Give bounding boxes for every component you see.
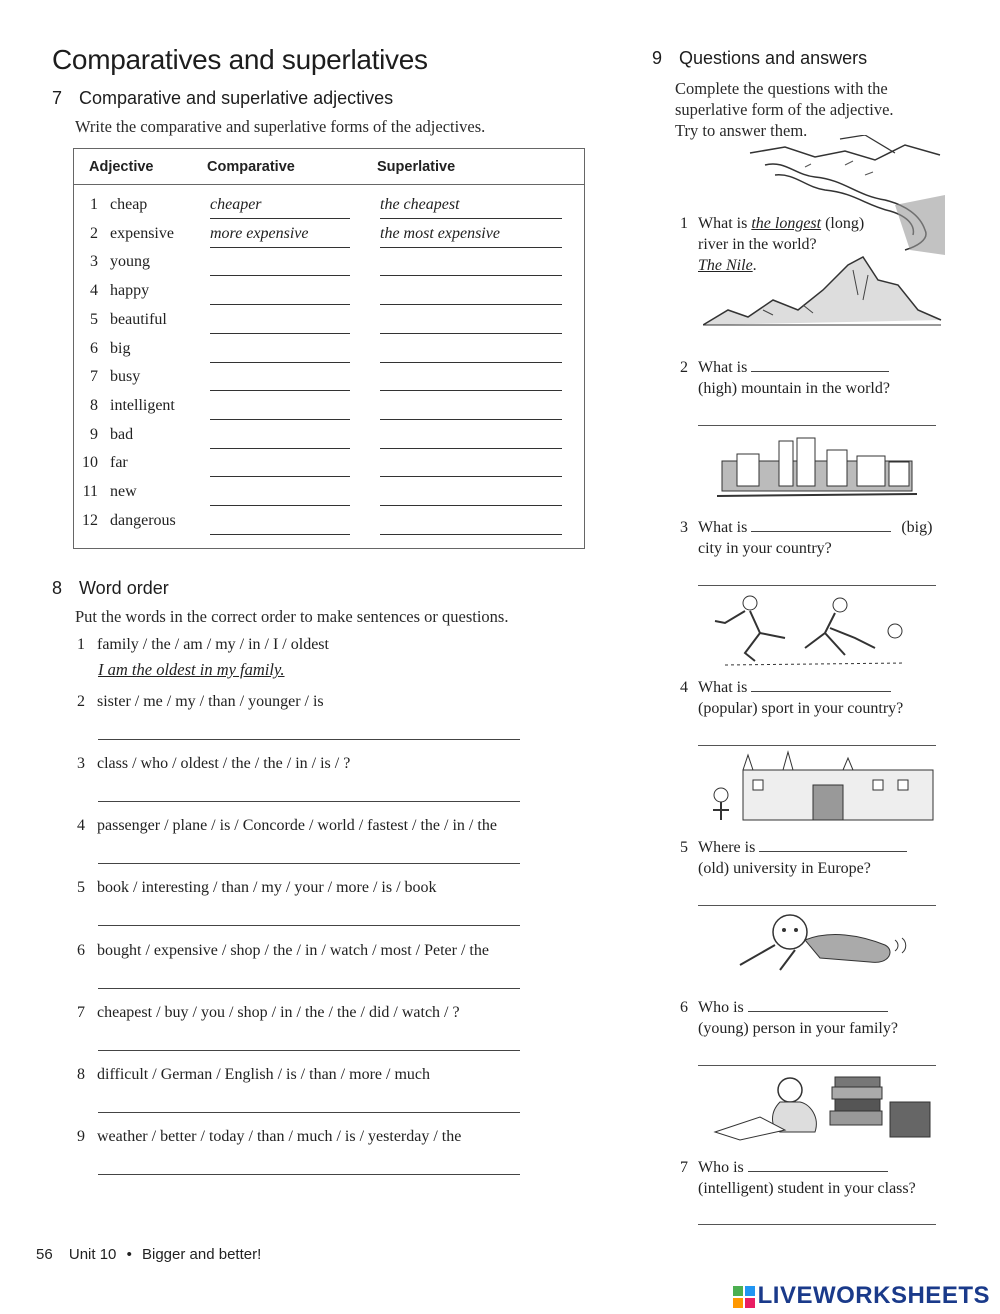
comparative-answer[interactable] — [210, 282, 350, 305]
answer-line[interactable] — [698, 745, 936, 746]
comparative-answer[interactable] — [210, 512, 350, 535]
table-row — [74, 512, 584, 540]
comparative-answer[interactable] — [210, 483, 350, 506]
answer-line[interactable] — [698, 1224, 936, 1225]
adjective-cell: cheap — [110, 196, 148, 213]
question-number: 5 — [680, 839, 688, 856]
adjective-cell: beautiful — [110, 310, 167, 328]
adjective-cell: expensive — [110, 224, 174, 242]
adjective-cell: intelligent — [110, 396, 175, 414]
page-number: 56 — [36, 1246, 53, 1263]
word-order-item — [77, 942, 489, 960]
unit-label: Unit 10 — [68, 1246, 117, 1263]
adjective-cell: young — [110, 253, 150, 271]
superlative-answer[interactable] — [380, 512, 562, 535]
header-comparative: Comparative — [207, 159, 295, 175]
section-9-instructions-line: Complete the questions with the — [675, 79, 888, 98]
item-number: 9 — [77, 1128, 85, 1145]
football-illustration — [705, 593, 920, 668]
row-number: 10 — [82, 454, 98, 472]
answer-text: The Nile — [698, 257, 753, 274]
word-order-item — [77, 636, 329, 654]
comparative-answer[interactable]: cheaper — [210, 196, 350, 219]
scrambled-words: class / who / oldest / the / the / in / is / ? — [97, 755, 351, 772]
row-number: 1 — [90, 196, 98, 213]
question-text-line2: (young) person in your family? — [698, 1020, 898, 1037]
section-8-title: Word order — [79, 578, 169, 598]
item-number: 2 — [77, 693, 85, 710]
row-number: 7 — [90, 368, 98, 386]
comparative-answer[interactable] — [210, 311, 350, 334]
scrambled-words: family / the / am / my / in / I / oldest — [97, 636, 329, 653]
word-order-item — [77, 879, 437, 897]
answer-blank[interactable] — [751, 356, 889, 372]
row-number: 6 — [90, 339, 98, 357]
word-order-item — [77, 817, 497, 835]
comparative-answer[interactable] — [210, 454, 350, 477]
superlative-answer[interactable]: the most expensive — [380, 225, 562, 248]
word-order-item — [77, 1128, 461, 1146]
question-number: 3 — [680, 519, 688, 536]
question-text-line2: (high) mountain in the world? — [698, 380, 890, 397]
question-1-example-fill: the longest — [751, 215, 822, 232]
item-number: 6 — [77, 942, 85, 959]
section-8-number: 8 — [52, 578, 63, 598]
adjective-table — [73, 148, 585, 549]
row-number: 11 — [82, 483, 98, 500]
section-9-instructions-line: superlative form of the adjective. — [675, 100, 894, 119]
answer-blank[interactable] — [748, 996, 888, 1012]
answer-period: . — [752, 257, 757, 274]
question-number: 2 — [680, 359, 688, 376]
university-illustration — [703, 750, 938, 825]
question-text: Who is — [698, 999, 744, 1016]
superlative-answer[interactable] — [380, 311, 562, 334]
question-number: 1 — [680, 215, 688, 232]
superlative-answer[interactable]: the cheapest — [380, 196, 562, 219]
superlative-answer[interactable] — [380, 340, 562, 363]
question-7 — [680, 1156, 916, 1199]
header-superlative: Superlative — [377, 159, 456, 175]
item-number: 1 — [77, 636, 85, 653]
item-number: 3 — [77, 755, 85, 772]
row-number: 12 — [82, 511, 98, 529]
section-9-number: 9 — [652, 48, 663, 68]
question-text: Where is — [698, 839, 756, 856]
word-order-item — [77, 1066, 430, 1084]
question-text-line2: (popular) sport in your country? — [698, 700, 904, 717]
row-number: 4 — [90, 282, 98, 300]
word-order-item — [77, 693, 324, 711]
word-order-item — [77, 755, 350, 773]
row-number: 5 — [90, 310, 98, 328]
table-row — [74, 196, 584, 224]
comparative-answer[interactable] — [210, 368, 350, 391]
table-row — [74, 397, 584, 425]
header-adjective: Adjective — [89, 159, 154, 175]
table-row — [74, 426, 584, 454]
superlative-answer[interactable] — [380, 426, 562, 449]
answer-line[interactable] — [98, 1050, 520, 1051]
comparative-answer[interactable] — [210, 253, 350, 276]
question-adjective: (long) — [825, 215, 865, 232]
adjective-cell: busy — [110, 368, 141, 386]
student-illustration — [710, 1072, 935, 1142]
question-text: What is — [698, 519, 748, 536]
city-illustration — [717, 436, 922, 501]
adjective-cell: new — [110, 483, 137, 500]
adjective-cell: dangerous — [110, 511, 176, 529]
question-text-line2: (old) university in Europe? — [698, 860, 871, 877]
table-row — [74, 454, 584, 482]
section-7-instructions: Write the comparative and superlative forms of the adjectives. — [75, 117, 486, 136]
table-row — [74, 311, 584, 339]
unit-title: Bigger and better! — [142, 1246, 262, 1263]
table-row — [74, 225, 584, 253]
liveworksheets-logo — [732, 1282, 990, 1310]
question-2 — [680, 356, 890, 399]
adjective-cell: bad — [110, 425, 134, 443]
baby-illustration — [720, 910, 910, 980]
example-answer: I am the oldest in my family. — [98, 660, 285, 679]
adjective-cell: happy — [110, 282, 150, 300]
word-order-item — [77, 1004, 460, 1022]
comparative-answer[interactable]: more expensive — [210, 225, 350, 248]
answer-line[interactable] — [98, 925, 520, 926]
scrambled-words: cheapest / buy / you / shop / in / the / the / did / watch / ? — [97, 1004, 460, 1021]
section-8-heading — [52, 578, 169, 599]
question-number: 4 — [680, 679, 688, 696]
answer-line[interactable] — [698, 1065, 936, 1066]
question-number: 6 — [680, 999, 688, 1016]
answer-line[interactable] — [98, 801, 520, 802]
page-title: Comparatives and superlatives — [52, 44, 428, 75]
answer-blank[interactable] — [751, 676, 891, 692]
adjective-cell: big — [110, 339, 131, 357]
scrambled-words: difficult / German / English / is / than / more / much — [97, 1066, 430, 1083]
question-text: What is — [698, 359, 748, 376]
answer-line[interactable] — [98, 739, 520, 740]
section-7-number: 7 — [52, 88, 63, 108]
scrambled-words: bought / expensive / shop / the / in / watch / most / Peter / the — [97, 942, 489, 959]
comparative-answer[interactable] — [210, 397, 350, 420]
table-header — [74, 149, 584, 185]
table-row — [74, 253, 584, 281]
scrambled-words: book / interesting / than / my / your / more / is / book — [97, 879, 437, 896]
answer-line[interactable] — [698, 585, 936, 586]
section-7-title: Comparative and superlative adjectives — [79, 88, 394, 108]
scrambled-words: passenger / plane / is / Concorde / world / fastest / the / in / the — [97, 817, 497, 834]
superlative-answer[interactable] — [380, 253, 562, 276]
answer-line[interactable] — [698, 425, 936, 426]
scrambled-words: sister / me / my / than / younger / is — [97, 693, 324, 710]
table-row — [74, 340, 584, 368]
superlative-answer[interactable] — [380, 454, 562, 477]
row-number: 2 — [90, 224, 98, 242]
question-text-line2: (intelligent) student in your class? — [698, 1180, 916, 1197]
item-number: 4 — [77, 817, 85, 834]
brand-text: LIVEWORKSHEETS — [757, 1282, 990, 1309]
liveworksheets-icon — [732, 1285, 758, 1309]
comparative-answer[interactable] — [210, 340, 350, 363]
table-row — [74, 368, 584, 396]
item-number: 5 — [77, 879, 85, 896]
answer-blank[interactable] — [759, 836, 907, 852]
footer-separator: • — [126, 1246, 132, 1263]
row-number: 3 — [90, 253, 98, 271]
scrambled-words: weather / better / today / than / much / is / yesterday / the — [97, 1128, 462, 1145]
question-4 — [680, 676, 903, 719]
answer-line[interactable] — [698, 905, 936, 906]
page-footer — [36, 1246, 261, 1263]
section-9-title: Questions and answers — [679, 48, 868, 68]
answer-line[interactable] — [98, 1174, 520, 1175]
table-row — [74, 282, 584, 310]
section-7-heading — [52, 88, 393, 109]
superlative-answer[interactable] — [380, 397, 562, 420]
superlative-answer[interactable] — [380, 282, 562, 305]
section-9-heading — [652, 48, 867, 69]
question-text: What is — [698, 679, 748, 696]
section-9-instructions-line: Try to answer them. — [675, 121, 808, 140]
section-8-instructions: Put the words in the correct order to make sentences or questions. — [75, 607, 509, 626]
question-text: Who is — [698, 1159, 744, 1176]
answer-line[interactable] — [98, 988, 520, 989]
answer-line[interactable] — [98, 1112, 520, 1113]
answer-line[interactable] — [98, 863, 520, 864]
superlative-answer[interactable] — [380, 483, 562, 506]
section-9-instructions — [675, 78, 894, 141]
question-adjective: (big) — [901, 519, 933, 536]
question-text-line2: city in your country? — [698, 540, 832, 557]
question-text-line2: river in the world? — [698, 236, 817, 253]
question-5 — [680, 836, 907, 879]
row-number: 8 — [90, 396, 98, 414]
comparative-answer[interactable] — [210, 426, 350, 449]
question-number: 7 — [680, 1159, 688, 1176]
question-text: What is — [698, 215, 748, 232]
mountain-illustration — [703, 255, 943, 335]
adjective-cell: far — [110, 454, 128, 472]
answer-blank[interactable] — [748, 1156, 888, 1172]
item-number: 8 — [77, 1066, 85, 1083]
item-number: 7 — [77, 1004, 85, 1021]
question-3 — [680, 516, 932, 559]
superlative-answer[interactable] — [380, 368, 562, 391]
table-row — [74, 483, 584, 511]
answer-blank[interactable] — [751, 516, 891, 532]
row-number: 9 — [90, 425, 98, 443]
question-6 — [680, 996, 898, 1039]
